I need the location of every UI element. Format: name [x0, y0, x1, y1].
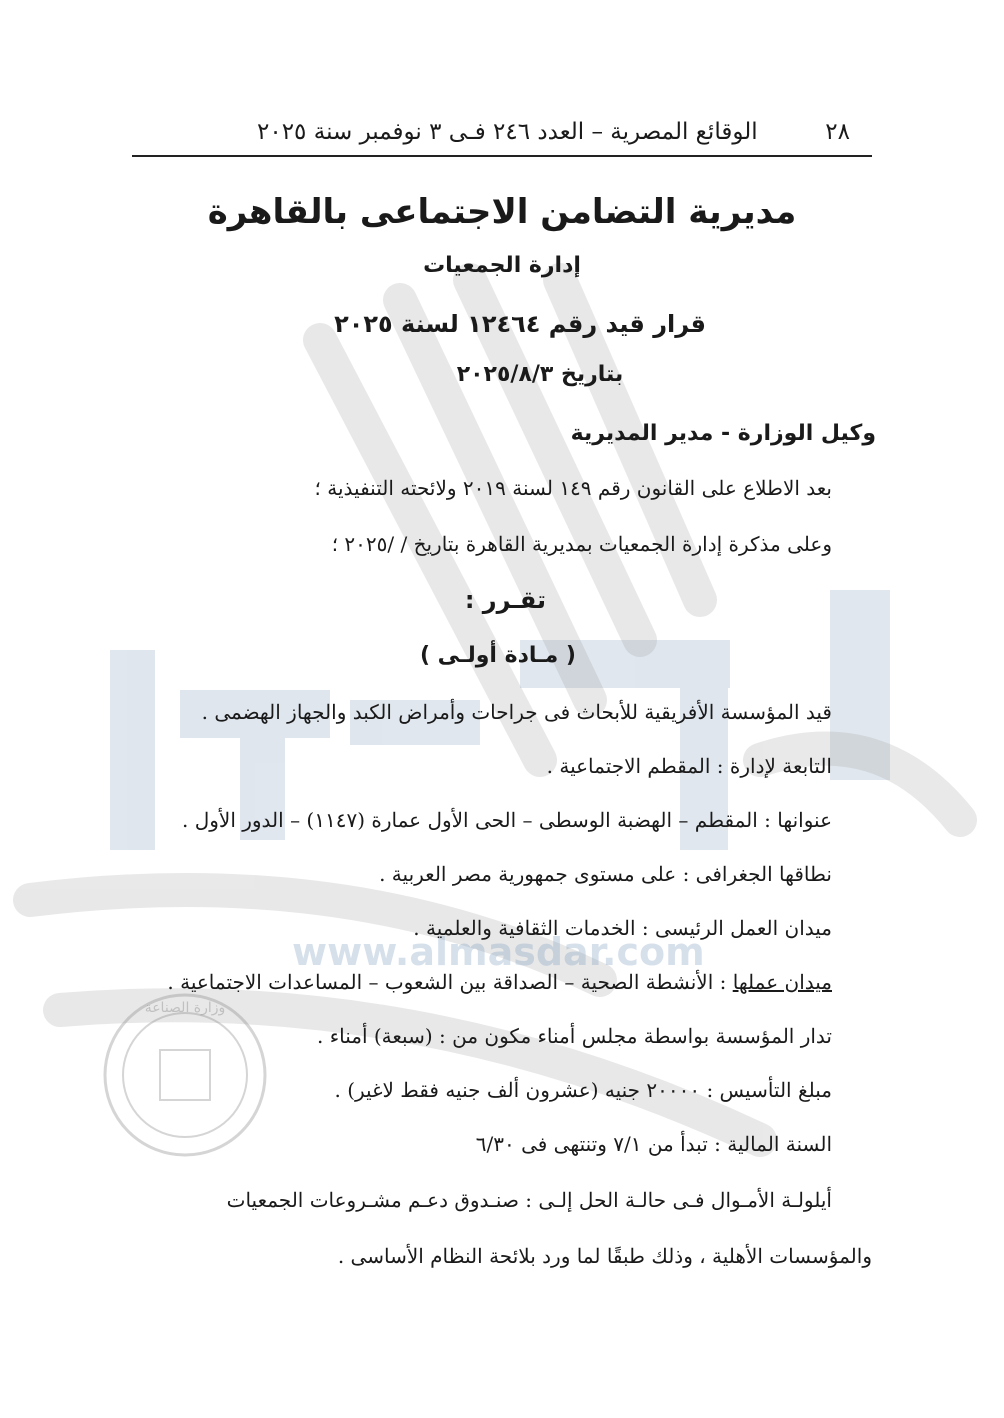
body-line: السنة المالية : تبدأ من ٧/١ وتنتهى فى ٦/٣٠	[475, 1132, 832, 1156]
body-line: والمؤسسات الأهلية ، وذلك طبقًا لما ورد بلائحة النظام الأساسى .	[337, 1244, 872, 1268]
body-line: تدار المؤسسة بواسطة مجلس أمناء مكون من : (سبعة) أمناء .	[317, 1024, 832, 1048]
page-header	[132, 116, 872, 148]
preamble-line: بعد الاطلاع على القانون رقم ١٤٩ لسنة ٢٠١٩ ولائحته التنفيذية ؛	[314, 476, 832, 500]
body-line: التابعة لإدارة : المقطم الاجتماعية .	[546, 754, 832, 778]
article-heading: ( مـادة أولـى )	[419, 643, 576, 668]
running-title: الوقائع المصرية – العدد ٢٤٦ فـى ٣ نوفمبر سنة ٢٠٢٥	[257, 119, 758, 145]
directorate-title: مديرية التضامن الاجتماعى بالقاهرة	[207, 192, 797, 232]
watermark-url: www.almasdar.com	[292, 930, 705, 974]
decides-heading: تقـرر :	[464, 586, 546, 614]
department-title: إدارة الجمعيات	[423, 253, 581, 278]
decision-title: قرار قيد رقم ١٢٤٦٤ لسنة ٢٠٢٥	[334, 310, 706, 338]
signer-title: وكيل الوزارة - مدير المديرية	[570, 421, 876, 446]
body-line: قيد المؤسسة الأفريقية للأبحاث فى جراحات وأمراض الكبد والجهاز الهضمى .	[201, 700, 832, 724]
body-line: نطاقها الجغرافى : على مستوى جمهورية مصر العربية .	[379, 862, 832, 886]
body-line: عنوانها : المقطم – الهضبة الوسطى – الحى الأول عمارة (١١٤٧) – الدور الأول .	[182, 808, 832, 832]
header-rule	[132, 155, 872, 157]
body-line: ميدان العمل الرئيسى : الخدمات الثقافية والعلمية .	[413, 916, 832, 940]
activity-line	[132, 966, 832, 998]
page-number: ٢٨	[825, 119, 850, 145]
decision-date: بتاريخ ٢٠٢٥/٨/٣	[456, 362, 624, 387]
activity-label: ميدان عملها	[732, 970, 832, 994]
preamble-line: وعلى مذكرة إدارة الجمعيات بمديرية القاهرة بتاريخ / /٢٠٢٥ ؛	[331, 532, 832, 556]
body-line: مبلغ التأسيس : ٢٠٠٠٠ جنيه (عشرون ألف جنيه فقط لاغير) .	[334, 1078, 832, 1102]
body-line: أيلولـة الأمـوال فـى حالـة الحل إلـى : صنـدوق دعـم مشـروعات الجمعيات	[226, 1188, 832, 1212]
activity-value: : الأنشطة الصحية – الصداقة بين الشعوب – المساعدات الاجتماعية .	[167, 970, 733, 994]
seal-text: وزارة الصناعة	[144, 1000, 226, 1016]
